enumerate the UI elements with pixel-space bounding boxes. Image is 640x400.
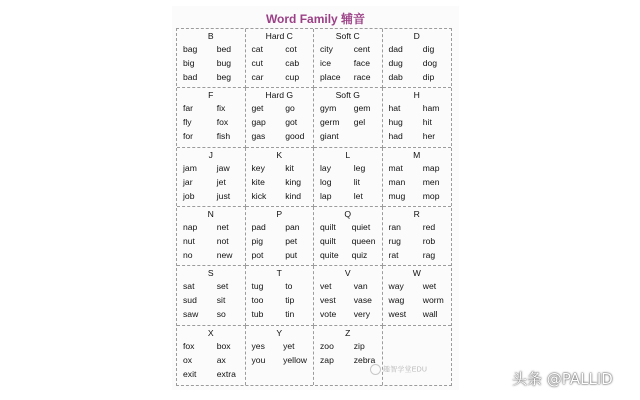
word: red <box>422 221 436 232</box>
word-list <box>320 341 376 369</box>
word: rug <box>388 235 401 246</box>
word: mop <box>422 190 440 201</box>
word: quite <box>320 249 339 260</box>
word-family-cell <box>177 266 246 325</box>
word-family-cell <box>246 88 315 147</box>
cell-heading: W <box>412 268 421 279</box>
word: box <box>216 340 231 351</box>
word: pad <box>251 221 266 232</box>
word: go <box>285 103 295 114</box>
word: dab <box>388 72 403 82</box>
word: net <box>216 221 229 232</box>
word: very <box>353 309 370 320</box>
word: wet <box>422 281 437 292</box>
cell-heading: F <box>208 90 214 101</box>
cell-heading: K <box>276 149 283 160</box>
word-list <box>389 44 446 83</box>
word: vet <box>320 281 332 292</box>
word: wag <box>388 295 405 306</box>
word-family-sheet <box>172 6 459 390</box>
word-family-cell <box>383 207 452 266</box>
word: rob <box>422 235 436 246</box>
word <box>348 131 376 142</box>
word: mat <box>388 162 403 173</box>
cell-heading: S <box>207 268 214 279</box>
word: city <box>320 44 333 54</box>
word: lay <box>320 162 331 173</box>
word: rag <box>422 249 436 260</box>
word: man <box>388 176 406 187</box>
word: cat <box>251 44 263 54</box>
cell-heading: T <box>276 268 282 279</box>
word-list <box>183 103 239 142</box>
word: dip <box>422 72 435 82</box>
word: quilt <box>320 221 336 232</box>
word: for <box>183 131 194 142</box>
word: good <box>285 131 305 142</box>
word: cup <box>285 72 300 82</box>
word: too <box>251 295 264 306</box>
word-list <box>252 222 308 261</box>
word-family-cell <box>246 326 315 385</box>
word-family-cell <box>314 326 383 385</box>
word: bag <box>183 44 198 54</box>
word: kind <box>285 190 302 201</box>
word: cent <box>353 44 370 54</box>
source-stamp <box>370 364 427 375</box>
cell-heading: J <box>208 149 213 160</box>
word-list <box>320 281 376 320</box>
word: giant <box>320 131 339 142</box>
word-list <box>183 341 239 380</box>
word: sat <box>183 281 195 292</box>
word: fix <box>216 103 226 114</box>
cell-heading: Soft G <box>335 90 360 101</box>
word: saw <box>183 309 199 320</box>
word-family-cell <box>314 29 383 88</box>
word: lap <box>320 190 332 201</box>
word: kit <box>285 162 294 173</box>
cell-heading: H <box>413 90 420 101</box>
word-family-cell <box>314 207 383 266</box>
word: sit <box>216 295 226 306</box>
word-family-cell <box>177 148 246 207</box>
word: get <box>251 103 264 114</box>
word: put <box>285 249 298 260</box>
word: face <box>353 58 370 68</box>
word-list <box>252 341 308 369</box>
word: pig <box>251 235 263 246</box>
word: dog <box>422 58 438 68</box>
cell-heading: Y <box>276 327 283 338</box>
word: sud <box>183 295 197 306</box>
word-list <box>252 103 308 142</box>
word: fox <box>183 340 195 351</box>
word: fish <box>216 131 231 142</box>
word: got <box>285 117 298 128</box>
word-list <box>320 103 376 142</box>
word: ax <box>216 354 226 365</box>
word: tip <box>285 295 295 306</box>
cell-heading: Hard G <box>265 90 294 101</box>
word-family-cell <box>383 29 452 88</box>
word: cut <box>251 58 263 68</box>
word: so <box>216 309 226 320</box>
cell-heading: Q <box>344 208 352 219</box>
word: way <box>388 281 404 292</box>
cell-heading: Hard C <box>265 31 293 41</box>
word: quiet <box>351 221 371 232</box>
cell-heading: D <box>413 31 420 41</box>
word: nut <box>183 235 195 246</box>
word: yet <box>283 340 295 351</box>
word: vote <box>320 309 337 320</box>
word: tug <box>251 281 264 292</box>
word: quilt <box>320 235 336 246</box>
word-family-cell <box>246 29 315 88</box>
word-family-cell <box>246 148 315 207</box>
word-family-cell <box>314 88 383 147</box>
word: yes <box>251 340 265 351</box>
word-list <box>183 281 239 320</box>
word: tub <box>251 309 264 320</box>
cell-heading: N <box>207 208 214 219</box>
word: cab <box>285 58 300 68</box>
word: leg <box>353 162 366 173</box>
word: map <box>422 162 440 173</box>
cell-heading: R <box>413 208 420 219</box>
word: key <box>251 162 265 173</box>
word: jar <box>183 176 193 187</box>
word: kick <box>251 190 267 201</box>
word: log <box>320 176 332 187</box>
word: car <box>251 72 264 82</box>
word: gel <box>353 117 366 128</box>
word-list <box>389 341 446 347</box>
word: dug <box>388 58 403 68</box>
word: rat <box>388 249 399 260</box>
cell-heading: Soft C <box>335 31 360 41</box>
word: gym <box>320 103 337 114</box>
word-list <box>252 281 308 320</box>
word: yellow <box>283 354 307 365</box>
word-family-cell <box>246 266 315 325</box>
word-family-cell <box>383 326 452 385</box>
cell-heading: Z <box>345 327 351 338</box>
word: jam <box>183 162 197 173</box>
word: pot <box>251 249 264 260</box>
page-title: Word Family 辅音 <box>265 12 366 26</box>
word: to <box>285 281 293 292</box>
word: far <box>183 103 194 114</box>
word-list <box>183 44 239 83</box>
word: vest <box>320 295 336 306</box>
word: new <box>216 249 233 260</box>
word: tin <box>285 309 295 320</box>
word-family-cell <box>177 88 246 147</box>
stamp-text: 趣智学堂EDU <box>383 366 428 374</box>
word: pan <box>285 221 300 232</box>
word-family-cell <box>177 29 246 88</box>
word: had <box>388 131 403 142</box>
word: ox <box>183 354 193 365</box>
word-family-cell <box>177 207 246 266</box>
word-list <box>252 163 308 202</box>
word-family-cell <box>383 266 452 325</box>
cell-heading: V <box>344 268 351 279</box>
watermark: 头条 @PALLID <box>512 370 613 388</box>
word-family-grid <box>176 28 452 386</box>
word: just <box>216 190 231 201</box>
word: jet <box>216 176 226 187</box>
word-list <box>252 44 308 83</box>
word: quiz <box>351 249 368 260</box>
word: bug <box>216 58 232 68</box>
word: place <box>320 72 341 82</box>
word: dig <box>422 44 435 54</box>
word: king <box>285 176 302 187</box>
word: gap <box>251 117 266 128</box>
word: bed <box>216 44 232 54</box>
word: fly <box>183 117 192 128</box>
word: race <box>353 72 371 82</box>
word: ran <box>388 221 401 232</box>
word: germ <box>320 117 340 128</box>
word: zip <box>353 340 365 351</box>
word-list <box>320 44 376 83</box>
word: mug <box>388 190 406 201</box>
word: kite <box>251 176 265 187</box>
word: cot <box>285 44 297 54</box>
word: van <box>353 281 368 292</box>
word: gas <box>251 131 266 142</box>
word: big <box>183 58 195 68</box>
word: gem <box>353 103 371 114</box>
word: fox <box>216 117 229 128</box>
word-list <box>389 281 446 320</box>
word: no <box>183 249 193 260</box>
word: hat <box>388 103 401 114</box>
word: let <box>353 190 363 201</box>
word: hug <box>388 117 403 128</box>
word: set <box>216 281 229 292</box>
word: wall <box>422 309 438 320</box>
word-family-cell <box>177 326 246 385</box>
word: zebra <box>353 354 376 365</box>
word: nap <box>183 221 198 232</box>
word: jaw <box>216 162 230 173</box>
word-family-cell <box>246 207 315 266</box>
word-family-cell <box>383 148 452 207</box>
word: men <box>422 176 440 187</box>
word: bad <box>183 72 198 82</box>
word: lit <box>353 176 360 187</box>
word: her <box>422 131 436 142</box>
word: exit <box>183 368 197 379</box>
word-list <box>389 163 446 202</box>
word-list <box>389 222 446 261</box>
word: not <box>216 235 229 246</box>
word: vase <box>353 295 372 306</box>
word-family-cell <box>383 88 452 147</box>
word: extra <box>216 368 236 379</box>
cell-heading: M <box>413 149 421 160</box>
word-family-cell <box>314 266 383 325</box>
word: ice <box>320 58 331 68</box>
stamp-logo-icon <box>370 364 381 375</box>
word: west <box>388 309 407 320</box>
word-list <box>183 163 239 202</box>
word: ham <box>422 103 440 114</box>
word: dad <box>388 44 403 54</box>
cell-heading: L <box>345 149 351 160</box>
word-list <box>183 222 239 261</box>
word-family-cell <box>314 148 383 207</box>
word: job <box>183 190 195 201</box>
cell-heading: P <box>276 208 283 219</box>
word: worm <box>422 295 444 306</box>
word: zap <box>320 354 334 365</box>
word: zoo <box>320 340 334 351</box>
word-list <box>389 103 446 142</box>
word-list <box>320 222 376 261</box>
word-list <box>320 163 376 202</box>
word: hit <box>422 117 432 128</box>
word: queen <box>351 235 376 246</box>
word: pet <box>285 235 298 246</box>
word: beg <box>216 72 232 82</box>
cell-heading: X <box>207 327 214 338</box>
word: you <box>251 354 266 365</box>
cell-heading: B <box>207 31 214 41</box>
